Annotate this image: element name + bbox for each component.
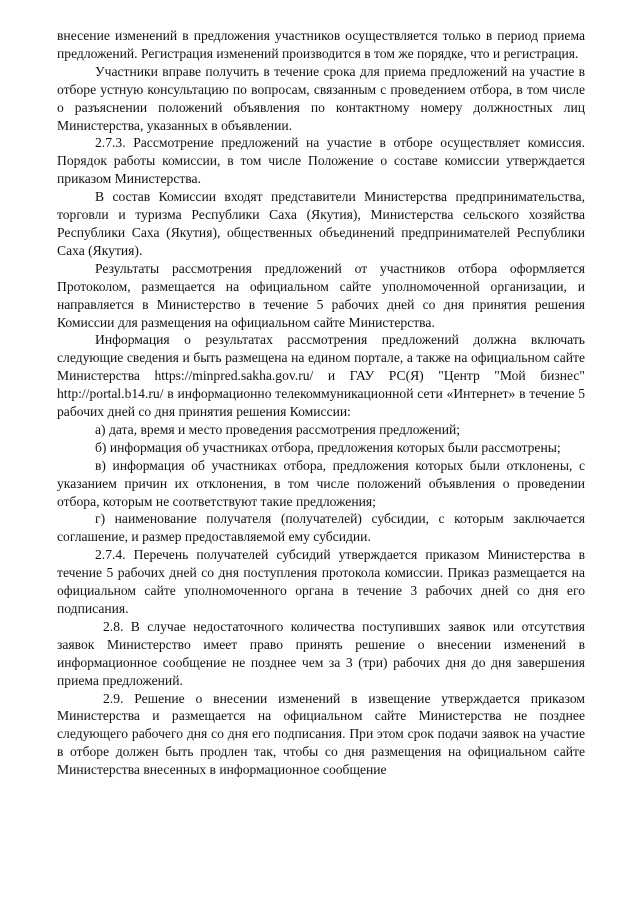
list-item-b: б) информация об участниках отбора, предложения которых были рассмотрены; bbox=[95, 439, 561, 455]
paragraph-2-7-3: 2.7.3. Рассмотрение предложений на участие в отборе осуществляет комиссия. Порядок работы комиссии, в том числе Положение о составе комиссии утверждается приказом Министерства. bbox=[57, 135, 585, 187]
list-item-v: в) информация об участниках отбора, предложения которых были отклонены, с указанием причин их отклонения, в том числе положений объявления о проведении отбора, которым не соответствуют такие предложения; bbox=[57, 457, 585, 509]
paragraph-2-9: 2.9. Решение о внесении изменений в извещение утверждается приказом Министерства и размещается на официальном сайте Министерства не позднее следующего рабочего дня со дня его подписания. При этом срок подачи заявок на участие в отборе должен быть продлен так, чтобы со дня размещения на официальном сайте Министерства внесенных в информационное сообщение bbox=[57, 690, 585, 778]
list-item-g: г) наименование получателя (получателей) субсидии, с которым заключается соглашение, и размер предоставляемой ему субсидии. bbox=[57, 511, 585, 545]
paragraph-consultation: Участники вправе получить в течение срока для приема предложений на участие в отборе устную консультацию по вопросам, связанным с проведением отбора, в том числе о разъяснении положений объявления по контактному номеру должностных лиц Министерства, указанных в объявлении. bbox=[57, 63, 585, 133]
paragraph-information: Информация о результатах рассмотрения предложений должна включать следующие сведения и быть размещена на едином портале, а также на официальном сайте Министерства https://minpred.sakha.gov.ru/ и ГАУ РС(Я) "Центр "Мой бизнес" http://portal.b14.ru/ в информационно телекоммуникационной сети «Интернет» в течение 5 рабочих дней со дня принятия решения Комиссии: bbox=[57, 332, 585, 420]
paragraph-continuation: внесение изменений в предложения участников осуществляется только в период приема предложений. Регистрация изменений производится в том же порядке, что и регистрация. bbox=[57, 28, 585, 61]
document-page bbox=[57, 27, 585, 779]
list-item-a: а) дата, время и место проведения рассмотрения предложений; bbox=[95, 421, 461, 437]
paragraph-results: Результаты рассмотрения предложений от участников отбора оформляется Протоколом, размещается на официальном сайте уполномоченной организации, и направляется в Министерство в течение 5 рабочих дней со дня принятия решения Комиссии для размещения на официальном сайте Министерства. bbox=[57, 260, 585, 330]
paragraph-2-7-4: 2.7.4. Перечень получателей субсидий утверждается приказом Министерства в течение 5 рабочих дней со дня поступления протокола комиссии. Приказ размещается на официальном сайте уполномоченного органа в течение 3 рабочих дней со дня его подписания. bbox=[57, 547, 585, 616]
paragraph-2-8: 2.8. В случае недостаточного количества поступивших заявок или отсутствия заявок Министерство имеет право принять решение о внесении изменений в информационное сообщение не позднее чем за 3 (три) рабочих дня до дня завершения приема предложений. bbox=[57, 618, 585, 688]
paragraph-commission-members: В состав Комиссии входят представители Министерства предпринимательства, торговли и туризма Республики Саха (Якутия), Министерства сельского хозяйства Республики Саха (Якутия), общественных объединений предпринимателей Республики Саха (Якутия). bbox=[57, 189, 585, 258]
